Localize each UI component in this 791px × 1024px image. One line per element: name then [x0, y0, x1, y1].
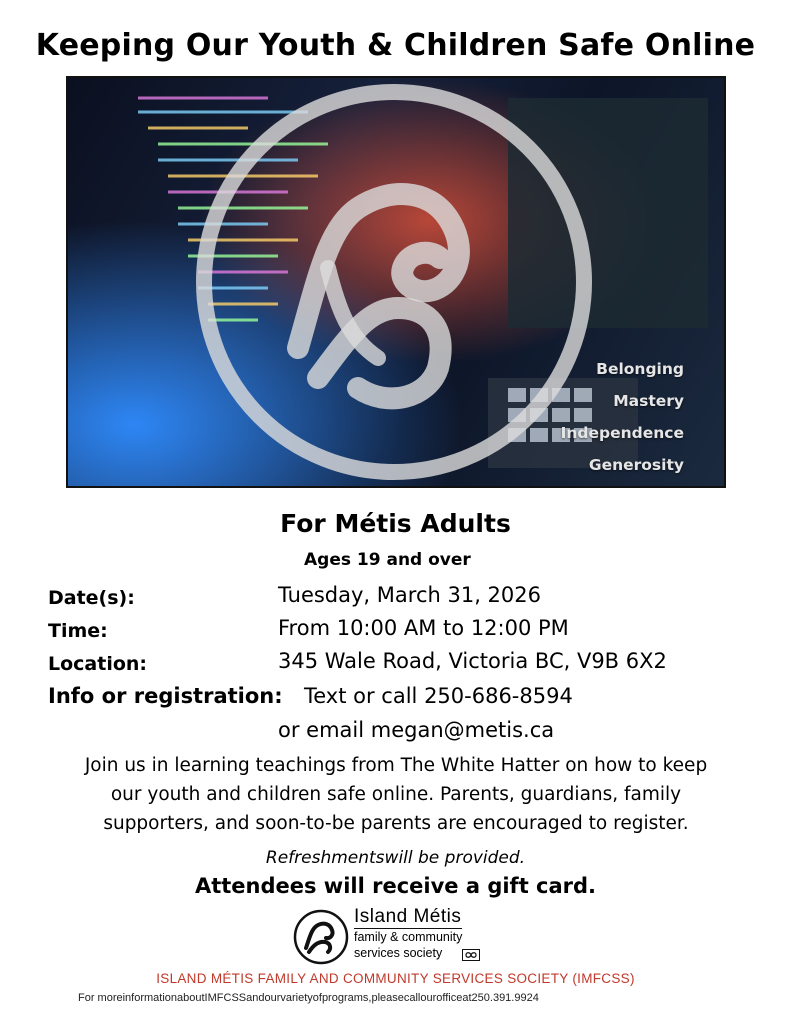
time-value: From 10:00 AM to 12:00 PM	[278, 616, 569, 640]
description-line-3: supporters, and soon-to-be parents are encouraged to register.	[103, 813, 689, 834]
time-label: Time:	[48, 620, 108, 642]
gift-card-note: Attendees will receive a gift card.	[194, 874, 597, 898]
org-logo	[290, 906, 490, 968]
description-line-2: our youth and children safe online. Parents, guardians, family	[110, 784, 682, 805]
logo-text-line-2: family & community	[354, 930, 463, 944]
value-independence: Independence	[560, 424, 684, 442]
audience-heading: For Métis Adults	[280, 509, 511, 538]
value-belonging: Belonging	[596, 360, 684, 378]
value-mastery: Mastery	[613, 392, 684, 410]
infinity-icon	[462, 949, 480, 961]
info-phone: Text or call 250-686-8594	[304, 684, 573, 708]
age-requirement: Ages 19 and over	[304, 550, 471, 570]
value-generosity: Generosity	[588, 456, 684, 474]
hero-image	[66, 76, 726, 488]
page-title: Keeping Our Youth & Children Safe Online	[35, 28, 756, 63]
info-label: Info or registration:	[48, 684, 283, 708]
event-description	[36, 751, 756, 838]
logo-text-line-1: Island Métis	[354, 906, 462, 927]
location-label: Location:	[48, 653, 148, 675]
imfcss-logo-icon	[292, 908, 350, 966]
contact-footnote: For moreinformationaboutIMFCSSandourvarietyofprograms,pleasecallourofficeat250.391.9924	[78, 992, 539, 1004]
logo-text-line-3: services society	[354, 946, 443, 960]
org-footer: ISLAND MÉTIS FAMILY AND COMMUNITY SERVICES SOCIETY (IMFCSS)	[156, 971, 635, 986]
info-email: or email megan@metis.ca	[278, 718, 555, 742]
location-value: 345 Wale Road, Victoria BC, V9B 6X2	[278, 649, 667, 673]
date-label: Date(s):	[48, 587, 135, 609]
description-line-1: Join us in learning teachings from The White Hatter on how to keep	[84, 755, 708, 776]
date-value: Tuesday, March 31, 2026	[278, 583, 541, 607]
refreshments-note: Refreshmentswill be provided.	[265, 848, 526, 868]
